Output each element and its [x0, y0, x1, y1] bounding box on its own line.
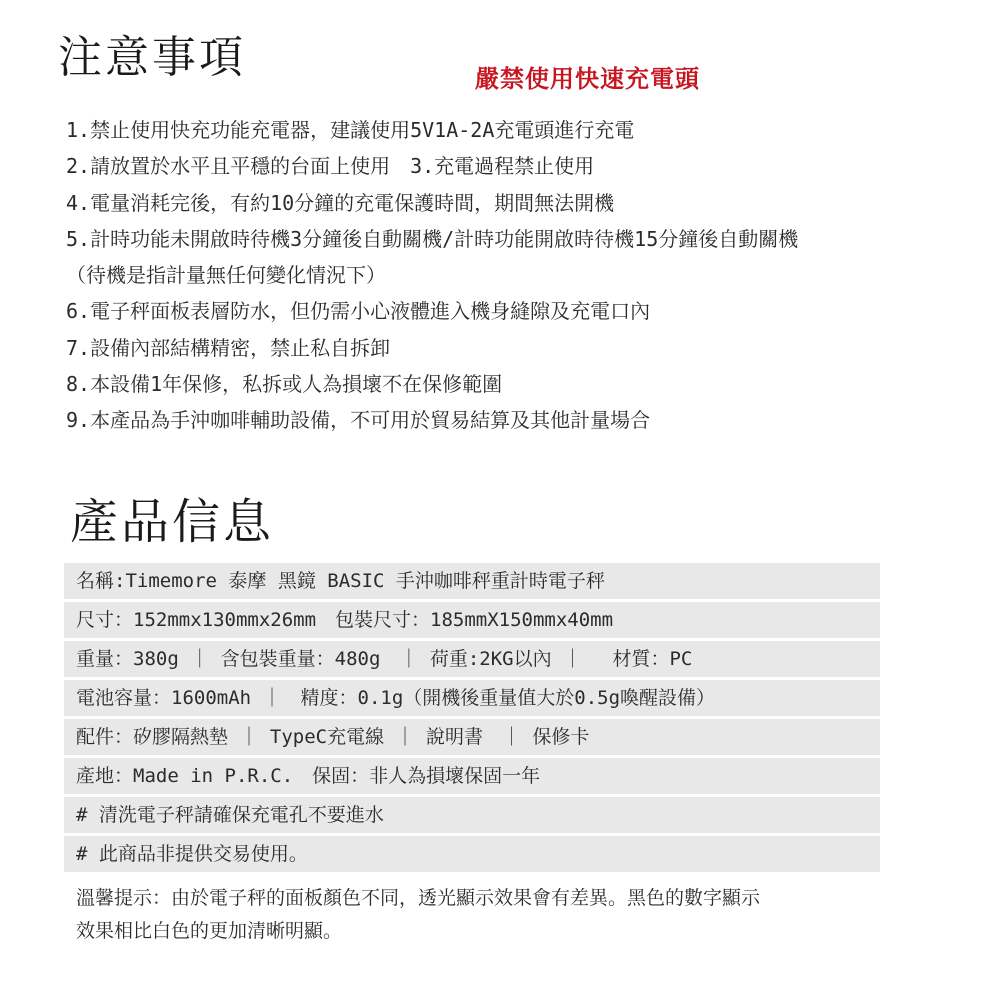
notice-item: 6.電子秤面板表層防水，但仍需小心液體進入機身縫隙及充電口內: [66, 299, 651, 324]
info-row-weight: 重量：380g ｜ 含包裝重量：480g ｜ 荷重:2KG以內 ｜ 材質：PC: [64, 641, 880, 677]
notice-item: 8.本設備1年保修，私拆或人為損壞不在保修範圍: [66, 372, 503, 397]
info-row-accessories: 配件：矽膠隔熱墊 ｜ TypeC充電線 ｜ 說明書 ｜ 保修卡: [64, 719, 880, 755]
tip-line: 效果相比白色的更加清晰明顯。: [76, 920, 343, 942]
product-info-table: [64, 563, 880, 875]
fast-charger-warning: 嚴禁使用快速充電頭: [475, 65, 700, 93]
notice-item: 5.計時功能未開啟時待機3分鐘後自動關機/計時功能開啟時待機15分鐘後自動關機: [66, 226, 799, 251]
notice-item: 7.設備內部結構精密，禁止私自拆卸: [66, 335, 391, 360]
info-row-trade-note: # 此商品非提供交易使用。: [64, 836, 880, 872]
info-row-battery: 電池容量：1600mAh ｜ 精度：0.1g（開機後重量值大於0.5g喚醒設備）: [64, 680, 880, 716]
tip-line: 溫馨提示：由於電子秤的面板顏色不同，透光顯示效果會有差異。黑色的數字顯示: [76, 887, 761, 909]
notice-list: [66, 112, 986, 439]
info-row-cleaning-note: # 清洗電子秤請確保充電孔不要進水: [64, 797, 880, 833]
notice-item: 9.本產品為手沖咖啡輔助設備，不可用於貿易結算及其他計量場合: [66, 408, 651, 433]
info-row-size: 尺寸：152mmx130mmx26mm 包裝尺寸：185mmX150mmx40mm: [64, 602, 880, 638]
notice-item: 2.請放置於水平且平穩的台面上使用 3.充電過程禁止使用: [66, 154, 595, 179]
notice-title: 注意事項: [58, 32, 246, 83]
notice-item: （待機是指計量無任何變化情況下）: [66, 263, 386, 288]
product-info-title: 產品信息: [70, 494, 275, 550]
info-row-origin: 產地：Made in P.R.C. 保固：非人為損壞保固一年: [64, 758, 880, 794]
notice-item: 4.電量消耗完後，有約10分鐘的充電保護時間，期間無法開機: [66, 190, 615, 215]
info-row-name: 名稱:Timemore 泰摩 黑鏡 BASIC 手沖咖啡秤重計時電子秤: [64, 563, 880, 599]
notice-item: 1.禁止使用快充功能充電器，建議使用5V1A-2A充電頭進行充電: [66, 118, 635, 142]
tip-text: [76, 882, 896, 948]
